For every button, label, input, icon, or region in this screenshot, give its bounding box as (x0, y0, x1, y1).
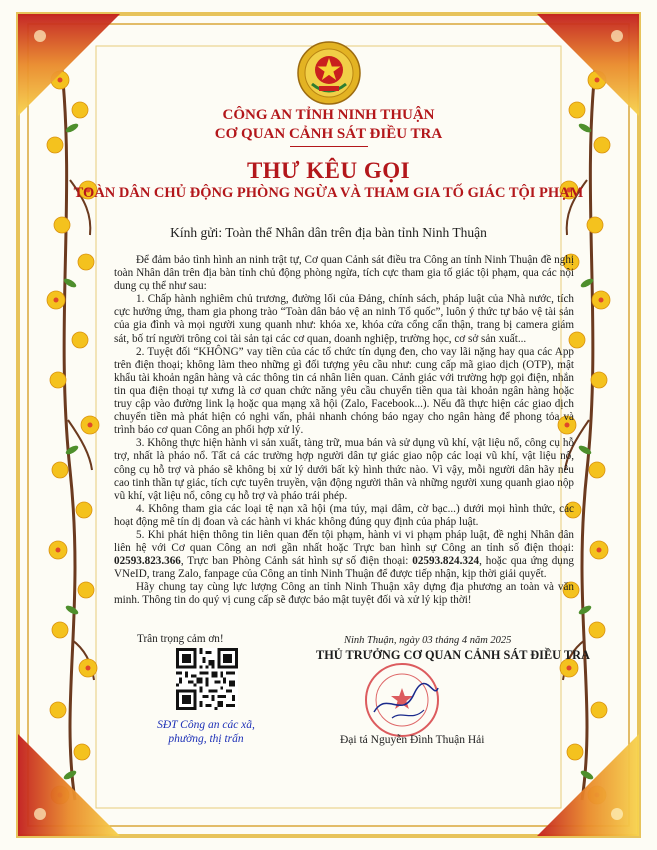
letter-subtitle: TOÀN DÂN CHỦ ĐỘNG PHÒNG NGỪA VÀ THAM GIA TỐ GIÁC TỘI PHẠM (73, 185, 584, 201)
appeal-paragraph: Hãy chung tay cùng lực lượng Công an tỉnh Ninh Thuận xây dựng địa phương an toàn và văn minh. Thông tin do quý vị cung cấp sẽ được bảo mật tuyệt đối và xử lý kịp thời! (114, 581, 574, 607)
item-4: 4. Không tham gia các loại tệ nạn xã hội (ma túy, mại dâm, cờ bạc...) dưới mọi hình thức, các hoạt động mê tín dị đoan và các hành vi khác không đúng quy định của pháp luật. (114, 502, 574, 528)
item-2: 2. Tuyệt đối “KHÔNG” vay tiền của các tổ chức tín dụng đen, cho vay lãi nặng hay qua các App trên điện thoại; không làm theo những gì đối tượng yêu cầu như: cung cấp mã giao dịch (OTP), mật khẩu tài khoản ngân hàng và các thông tin cá nhân liên quan. Cảnh giác với trường hợp gọi điện, nhắn tin qua điện thoại tự xưng là cơ quan chức năng yêu cầu chuyển tiền qua tài khoản ngân hàng hoặc truy cập vào đường link lạ hoặc qua mạng xã hội (Zalo, Facebook...). Nếu đã thực hiện các giao dịch chuyển tiền mà phát hiện có nghi vấn, phải nhanh chóng báo ngay cho ngân hàng để phong tỏa và trình báo cơ quan Công an phối hợp xử lý. (114, 345, 574, 437)
item-1: 1. Chấp hành nghiêm chủ trương, đường lối của Đảng, chính sách, pháp luật của Nhà nước, tích cực hưởng ứng, tham gia phong trào “Toàn dân bảo vệ an ninh Tổ quốc”, luôn ý thức tự bảo vệ tài sản của gia đình và mọi người xung quanh như: khóa xe, khóa cửa cổng cẩn thận, trang bị camera giám sát, bố trí người trông coi tài sản tại các cơ quan, doanh nghiệp, trường học, cơ sở sản xuất... (114, 293, 574, 345)
agency-line-1: CÔNG AN TỈNH NINH THUẬN (222, 107, 435, 123)
police-emblem (296, 40, 362, 106)
phone-crime-duty: 02593.823.366 (114, 555, 181, 568)
closing-thanks: Trân trọng cảm ơn! (137, 633, 224, 645)
letter-body (114, 254, 574, 608)
header-underline (290, 146, 368, 147)
item-3: 3. Không thực hiện hành vi sản xuất, tàng trữ, mua bán và sử dụng vũ khí, vật liệu nổ, công cụ hỗ trợ, nhất là pháo nổ. Tất cả các trường hợp người dân tự giác giao nộp các loại vũ khí, vật liệu nổ, công cụ hỗ trợ và pháo sẽ không bị xử lý dưới bất kỳ hình thức nào. Vì vậy, mỗi người dân hãy nêu cao tinh thần tự giác, tích cực tuyên truyền, vận động người thân và những người xung quanh giao nộp vũ khí, vật liệu nổ, công cụ hỗ trợ và pháo trái phép. (114, 437, 574, 502)
agency-line-2: CƠ QUAN CẢNH SÁT ĐIỀU TRA (214, 126, 443, 142)
intro-paragraph: Để đảm bảo tình hình an ninh trật tự, Cơ quan Cảnh sát điều tra Công an tỉnh Ninh Thuận đề nghị toàn Nhân dân trên địa bàn tỉnh chủ động phòng ngừa, tích cực tham gia tố giác tội phạm, qua các nội dung cụ thể như sau: (114, 254, 574, 293)
signatory-title: THỦ TRƯỞNG CƠ QUAN CẢNH SÁT ĐIỀU TRA (316, 648, 590, 662)
qr-code[interactable] (176, 648, 238, 710)
date-line: Ninh Thuận, ngày 03 tháng 4 năm 2025 (344, 635, 512, 646)
item-5: 5. Khi phát hiện thông tin liên quan đến tội phạm, hành vi vi phạm pháp luật, đề nghị Nhân dân liên hệ với Cơ quan Công an nơi gần nhất hoặc Trực ban hình sự Công an tỉnh số điện thoại: 02593.823.366, Trực ban Phòng Cảnh sát hình sự số điện thoại: 02593.824.324, hoặc qua ứng dụng VNeID, trang Zalo, fanpage của Công an tỉnh Ninh Thuận để được tiếp nhận, kịp thời giải quyết. (114, 528, 574, 581)
official-seal-with-signature (362, 660, 442, 740)
letter-title: THƯ KÊU GỌI (246, 158, 411, 183)
phone-criminal-police: 02593.824.324 (412, 555, 480, 568)
qr-caption: SĐT Công an các xã, phường, thị trấn (157, 719, 255, 745)
greeting: Kính gửi: Toàn thể Nhân dân trên địa bàn tỉnh Ninh Thuận (170, 225, 487, 240)
signatory-name: Đại tá Nguyễn Đình Thuận Hải (340, 734, 485, 746)
